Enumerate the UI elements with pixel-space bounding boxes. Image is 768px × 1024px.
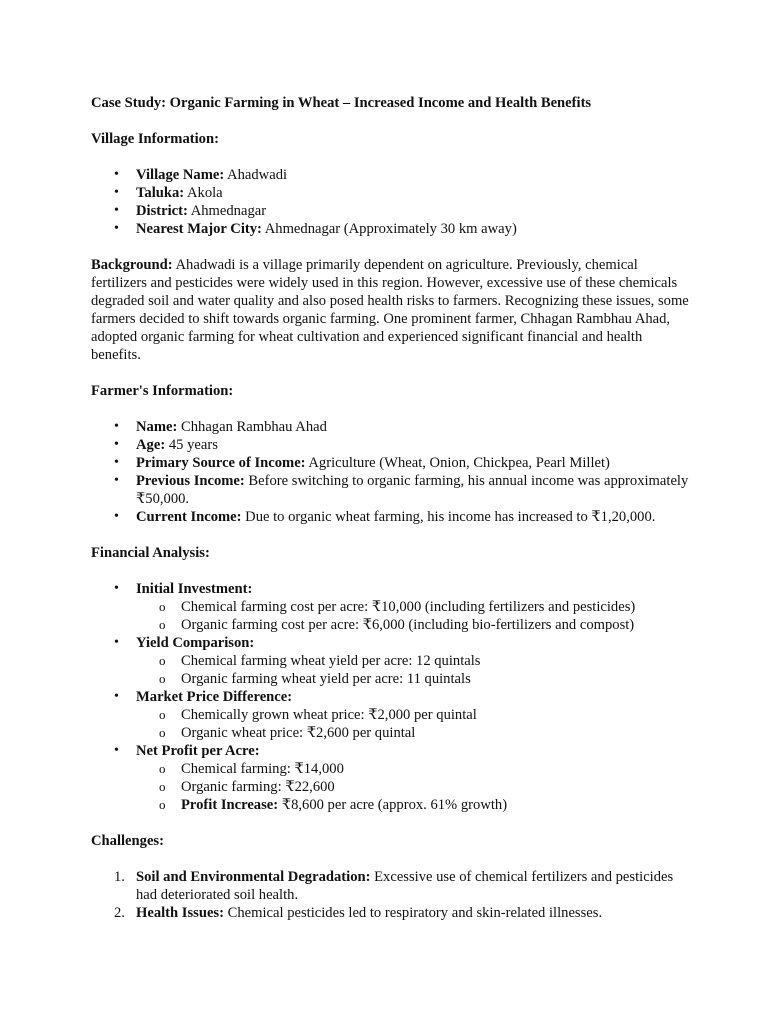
bullet-icon: •	[114, 437, 119, 452]
list-item	[114, 688, 691, 742]
financial-analysis-list	[91, 580, 691, 814]
village-info-list	[91, 166, 691, 238]
item-number: 2.	[114, 905, 125, 921]
item-value: Akola	[184, 185, 223, 201]
farmer-heading: Farmer's Information:	[91, 383, 234, 399]
sub-list-item	[159, 706, 691, 724]
list-item	[114, 202, 691, 220]
circle-bullet-icon: o	[159, 707, 166, 722]
circle-bullet-icon: o	[159, 761, 166, 776]
item-label: Previous Income:	[136, 473, 245, 489]
sub-list	[136, 760, 691, 814]
item-label: Primary Source of Income:	[136, 455, 306, 471]
item-label: Village Name:	[136, 167, 225, 183]
sub-item-value: Chemically grown wheat price: ₹2,000 per quintal	[181, 707, 477, 723]
bullet-icon: •	[114, 203, 119, 218]
item-value: Due to organic wheat farming, his income has increased to ₹1,20,000.	[241, 509, 656, 525]
sub-item-value: ₹8,600 per acre (approx. 61% growth)	[278, 797, 508, 813]
bullet-icon: •	[114, 185, 119, 200]
bullet-icon: •	[114, 743, 119, 758]
item-value: Before switching to organic farming, his annual income was approximately ₹50,000.	[136, 473, 689, 507]
sub-item-value: Chemical farming cost per acre: ₹10,000 (including fertilizers and pesticides)	[181, 599, 636, 615]
item-label: Age:	[136, 437, 166, 453]
sub-item-label: Profit Increase:	[181, 797, 279, 813]
item-label: Nearest Major City:	[136, 221, 262, 237]
sub-list-item	[159, 796, 691, 814]
item-label: Health Issues:	[136, 905, 224, 921]
sub-item-value: Chemical farming: ₹14,000	[181, 761, 344, 777]
list-item	[114, 166, 691, 184]
list-item	[114, 904, 691, 922]
farmer-info-list	[91, 418, 691, 526]
circle-bullet-icon: o	[159, 671, 166, 686]
sub-item-value: Organic farming: ₹22,600	[181, 779, 335, 795]
bullet-icon: •	[114, 419, 119, 434]
bullet-icon: •	[114, 455, 119, 470]
circle-bullet-icon: o	[159, 599, 166, 614]
bullet-icon: •	[114, 473, 119, 488]
list-item	[114, 580, 691, 634]
list-item	[114, 868, 691, 904]
item-label: Current Income:	[136, 509, 242, 525]
sub-list-item	[159, 760, 691, 778]
circle-bullet-icon: o	[159, 797, 166, 812]
sub-item-value: Chemical farming wheat yield per acre: 12 quintals	[181, 653, 481, 669]
item-label: Initial Investment:	[136, 581, 253, 597]
background-label: Background:	[91, 257, 173, 273]
document-page	[91, 94, 691, 922]
item-label: Taluka:	[136, 185, 185, 201]
item-value: Agriculture (Wheat, Onion, Chickpea, Pearl Millet)	[305, 455, 610, 471]
sub-list-item	[159, 778, 691, 796]
list-item	[114, 742, 691, 814]
sub-list-item	[159, 652, 691, 670]
sub-list-item	[159, 616, 691, 634]
bullet-icon: •	[114, 167, 119, 182]
document-title: Case Study: Organic Farming in Wheat – Increased Income and Health Benefits	[91, 95, 592, 111]
item-value: Ahmednagar	[187, 203, 267, 219]
list-item	[114, 472, 691, 508]
bullet-icon: •	[114, 221, 119, 236]
item-number: 1.	[114, 869, 125, 885]
bullet-icon: •	[114, 635, 119, 650]
item-label: Market Price Difference:	[136, 689, 293, 705]
financial-heading: Financial Analysis:	[91, 545, 210, 561]
item-value: 45 years	[165, 437, 218, 453]
item-label: Name:	[136, 419, 178, 435]
sub-list	[136, 598, 691, 634]
item-label: District:	[136, 203, 188, 219]
challenges-heading: Challenges:	[91, 833, 164, 849]
list-item	[114, 184, 691, 202]
list-item	[114, 508, 691, 526]
item-value: Chhagan Rambhau Ahad	[177, 419, 327, 435]
item-value: Ahadwadi	[224, 167, 288, 183]
list-item	[114, 634, 691, 688]
item-label: Yield Comparison:	[136, 635, 255, 651]
circle-bullet-icon: o	[159, 653, 166, 668]
bullet-icon: •	[114, 509, 119, 524]
list-item	[114, 436, 691, 454]
item-label: Soil and Environmental Degradation:	[136, 869, 371, 885]
village-heading: Village Information:	[91, 131, 219, 147]
circle-bullet-icon: o	[159, 725, 166, 740]
sub-list	[136, 706, 691, 742]
list-item	[114, 454, 691, 472]
challenges-list	[91, 868, 691, 922]
list-item	[114, 418, 691, 436]
background-text: Ahadwadi is a village primarily dependent on agriculture. Previously, chemical fertilizers and pesticides were widely used in this region. However, excessive use of these chemicals degraded soil and water quality and also posed health risks to farmers. Recognizing these issues, some farmers decided to shift towards organic farming. One prominent farmer, Chhagan Rambhau Ahad, adopted organic farming for wheat cultivation and experienced significant financial and health benefits.	[91, 257, 689, 363]
list-item	[114, 220, 691, 238]
item-value: Chemical pesticides led to respiratory and skin-related illnesses.	[223, 905, 603, 921]
sub-list-item	[159, 724, 691, 742]
item-label: Net Profit per Acre:	[136, 743, 260, 759]
circle-bullet-icon: o	[159, 617, 166, 632]
sub-item-value: Organic wheat price: ₹2,600 per quintal	[181, 725, 416, 741]
item-value: Excessive use of chemical fertilizers and pesticides had deteriorated soil health.	[136, 869, 674, 903]
sub-list	[136, 652, 691, 688]
sub-item-value: Organic farming wheat yield per acre: 11 quintals	[181, 671, 471, 687]
circle-bullet-icon: o	[159, 779, 166, 794]
sub-list-item	[159, 598, 691, 616]
bullet-icon: •	[114, 689, 119, 704]
sub-list-item	[159, 670, 691, 688]
background-paragraph	[91, 256, 691, 364]
bullet-icon: •	[114, 581, 119, 596]
sub-item-value: Organic farming cost per acre: ₹6,000 (including bio-fertilizers and compost)	[181, 617, 635, 633]
item-value: Ahmednagar (Approximately 30 km away)	[261, 221, 517, 237]
